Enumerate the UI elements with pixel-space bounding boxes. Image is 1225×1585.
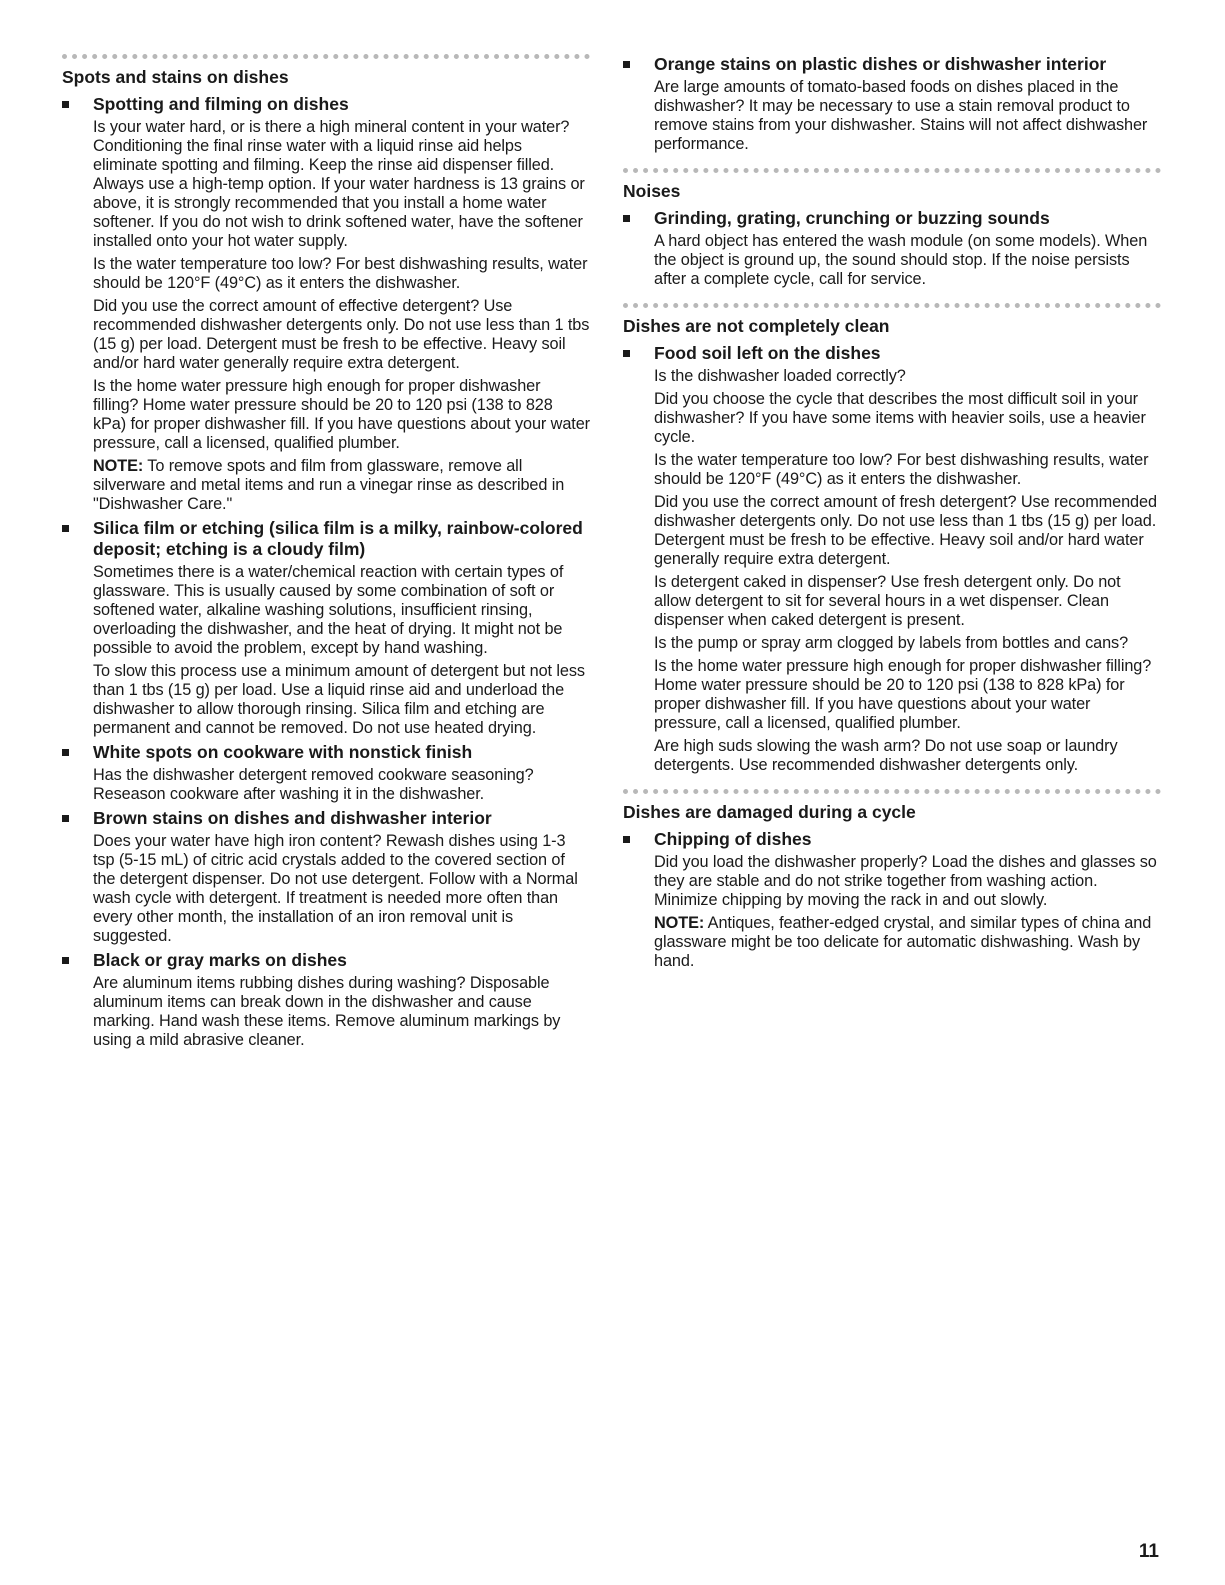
- topic-chipping-of-dishes: [623, 829, 1161, 971]
- topic-heading: Silica film or etching (silica film is a milky, rainbow-colored deposit; etching is a cloudy film): [93, 518, 583, 559]
- bullet-icon: [623, 350, 630, 357]
- paragraph: [93, 832, 590, 946]
- bullet-icon: [623, 836, 630, 843]
- bullet-icon: [623, 61, 630, 68]
- section-title: Dishes are damaged during a cycle: [623, 789, 1161, 823]
- paragraph: [93, 974, 590, 1050]
- bullet-icon: [62, 749, 69, 756]
- paragraph-text: Is the dishwasher loaded correctly?: [654, 367, 906, 385]
- paragraph-text: Are aluminum items rubbing dishes during washing? Disposable aluminum items can break down in the dishwasher and cause marking. Hand wash these items. Remove aluminum markings by using a mild abrasive cleaner.: [93, 974, 561, 1049]
- section-title: Dishes are not completely clean: [623, 303, 1161, 337]
- paragraph: [654, 657, 1161, 733]
- paragraph-text: A hard object has entered the wash module (on some models). When the object is ground up, the sound should stop. If the noise persists after a complete cycle, call for service.: [654, 232, 1148, 288]
- paragraph-text: Is the pump or spray arm clogged by labels from bottles and cans?: [654, 634, 1129, 652]
- section: [623, 303, 1161, 775]
- paragraph: [654, 493, 1161, 569]
- note-label: NOTE:: [654, 914, 705, 932]
- topic-orange-stains-on-plastic-dishes-or-dishw: [623, 54, 1161, 154]
- section-title: Noises: [623, 168, 1161, 202]
- paragraph: [93, 662, 590, 738]
- paragraph-text: To slow this process use a minimum amount of detergent but not less than 1 tbs (15 g) per load. Use a liquid rinse aid and underload the dishwasher to allow thorough rinsing. Silica film and etching are permanent and cannot be removed. Do not use heated drying.: [93, 662, 585, 737]
- section-title: Spots and stains on dishes: [62, 54, 590, 88]
- paragraph: [654, 914, 1161, 971]
- paragraph-text: Sometimes there is a water/chemical reaction with certain types of glassware. This is usually caused by some combination of soft or softened water, alkaline washing solutions, insufficient rinsing, overloading the dishwasher, and the heat of drying. It might not be possible to avoid the problem, except by hand washing.: [93, 563, 564, 657]
- left-column: [62, 54, 590, 1064]
- bullet-icon: [62, 525, 69, 532]
- section: [62, 54, 590, 1050]
- paragraph-text: Does your water have high iron content? Rewash dishes using 1-3 tsp (5-15 mL) of citric acid crystals added to the covered section of the detergent dispenser. Do not use detergent. Follow with a Normal wash cycle with detergent. If treatment is needed more often than every other month, the installation of an iron removal unit is suggested.: [93, 832, 578, 945]
- topic-brown-stains-on-dishes-and-dishwasher-in: [62, 808, 590, 946]
- page-number: 11: [1138, 1541, 1159, 1562]
- paragraph: [654, 573, 1161, 630]
- topic-heading: White spots on cookware with nonstick finish: [93, 742, 473, 762]
- topic-silica-film-or-etching-silica-film-is-a-: [62, 518, 590, 738]
- section: [623, 54, 1161, 154]
- paragraph-text: Antiques, feather-edged crystal, and similar types of china and glassware might be too delicate for automatic dishwashing. Wash by hand.: [654, 914, 1152, 970]
- bullet-icon: [62, 957, 69, 964]
- paragraph-text: To remove spots and film from glassware, remove all silverware and metal items and run a vinegar rinse as described in "Dishwasher Care.": [93, 457, 565, 513]
- paragraph-text: Is the home water pressure high enough for proper dishwasher filling? Home water pressure should be 20 to 120 psi (138 to 828 kPa) for proper dishwasher fill. If you have questions about your water pressure, call a licensed, qualified plumber.: [93, 377, 590, 452]
- paragraph: [654, 451, 1161, 489]
- topic-black-or-gray-marks-on-dishes: [62, 950, 590, 1050]
- paragraph: [654, 853, 1161, 910]
- paragraph-text: Did you use the correct amount of effective detergent? Use recommended dishwasher detergents only. Do not use less than 1 tbs (15 g) per load. Detergent must be fresh to be effective. Heavy soil and/or hard water generally require extra detergent.: [93, 297, 590, 372]
- paragraph-text: Has the dishwasher detergent removed cookware seasoning? Reseason cookware after washing it in the dishwasher.: [93, 766, 534, 803]
- section: [623, 789, 1161, 971]
- topic-heading: Food soil left on the dishes: [654, 343, 881, 363]
- paragraph-text: Did you use the correct amount of fresh detergent? Use recommended dishwasher detergents only. Do not use less than 1 tbs (15 g) per load. Detergent must be fresh to be effective. Heavy soil and/or hard water generally require extra detergent.: [654, 493, 1157, 568]
- bullet-icon: [62, 815, 69, 822]
- topic-heading: Orange stains on plastic dishes or dishwasher interior: [654, 54, 1107, 74]
- paragraph-text: Is your water hard, or is there a high mineral content in your water? Conditioning the final rinse water with a liquid rinse aid helps eliminate spotting and filming. Keep the rinse aid dispenser filled. Always use a high-temp option. If your water hardness is 13 grains or above, it is strongly recommended that you install a home water softener. If you do not wish to drink softened water, have the softener installed onto your hot water supply.: [93, 118, 585, 250]
- paragraph: [93, 255, 590, 293]
- topic-grinding-grating-crunching-or-buzzing-so: [623, 208, 1161, 289]
- paragraph-text: Is the home water pressure high enough for proper dishwasher filling? Home water pressure should be 20 to 120 psi (138 to 828 kPa) for proper dishwasher fill. If you have questions about your water pressure, call a licensed, qualified plumber.: [654, 657, 1152, 732]
- paragraph: [93, 457, 590, 514]
- topic-heading: Grinding, grating, crunching or buzzing sounds: [654, 208, 1050, 228]
- topic-white-spots-on-cookware-with-nonstick-fi: [62, 742, 590, 804]
- topic-heading: Brown stains on dishes and dishwasher interior: [93, 808, 492, 828]
- paragraph-text: Are high suds slowing the wash arm? Do not use soap or laundry detergents. Use recommended dishwasher detergents only.: [654, 737, 1118, 774]
- paragraph-text: Is the water temperature too low? For best dishwashing results, water should be 120°F (49°C) as it enters the dishwasher.: [654, 451, 1149, 488]
- section: [623, 168, 1161, 289]
- paragraph: [654, 390, 1161, 447]
- paragraph-text: Are large amounts of tomato-based foods on dishes placed in the dishwasher? It may be necessary to use a stain removal product to remove stains from your dishwasher. Stains will not affect dishwasher performance.: [654, 78, 1148, 153]
- paragraph-text: Is detergent caked in dispenser? Use fresh detergent only. Do not allow detergent to sit for several hours in a wet dispenser. Clean dispenser when caked detergent is present.: [654, 573, 1121, 629]
- topic-spotting-and-filming-on-dishes: [62, 94, 590, 514]
- bullet-icon: [62, 101, 69, 108]
- paragraph: [654, 634, 1161, 653]
- topic-heading: Spotting and filming on dishes: [93, 94, 349, 114]
- paragraph-text: Is the water temperature too low? For best dishwashing results, water should be 120°F (49°C) as it enters the dishwasher.: [93, 255, 588, 292]
- paragraph: [654, 78, 1161, 154]
- paragraph: [93, 297, 590, 373]
- topic-heading: Black or gray marks on dishes: [93, 950, 347, 970]
- paragraph: [654, 737, 1161, 775]
- paragraph: [654, 232, 1161, 289]
- paragraph: [93, 563, 590, 658]
- paragraph-text: Did you load the dishwasher properly? Load the dishes and glasses so they are stable and do not strike together from washing action. Minimize chipping by moving the rack in and out slowly.: [654, 853, 1157, 909]
- paragraph-text: Did you choose the cycle that describes the most difficult soil in your dishwasher? If you have some items with heavier soils, use a heavier cycle.: [654, 390, 1146, 446]
- paragraph: [93, 766, 590, 804]
- topic-food-soil-left-on-the-dishes: [623, 343, 1161, 775]
- paragraph: [93, 377, 590, 453]
- paragraph: [93, 118, 590, 251]
- paragraph: [654, 367, 1161, 386]
- note-label: NOTE:: [93, 457, 144, 475]
- topic-heading: Chipping of dishes: [654, 829, 812, 849]
- right-column: [623, 54, 1161, 985]
- bullet-icon: [623, 215, 630, 222]
